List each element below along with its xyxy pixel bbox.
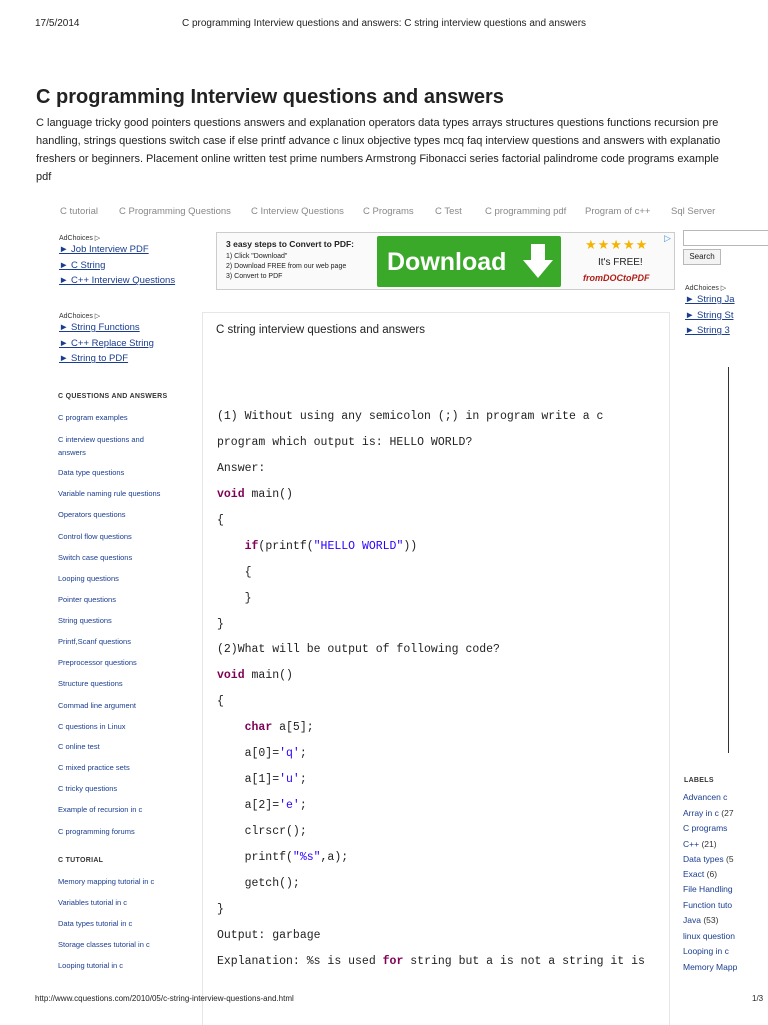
label-item[interactable]: [683, 915, 718, 925]
sidebar-link[interactable]: Memory mapping tutorial in c: [58, 877, 155, 886]
code-line: Answer:: [217, 462, 266, 475]
sidebar-link[interactable]: Example of recursion in c: [58, 805, 143, 814]
label-item[interactable]: [683, 808, 734, 818]
labels-heading: LABELS: [684, 777, 714, 784]
pdf-ad-banner[interactable]: [216, 232, 675, 290]
post-body: [202, 312, 670, 1025]
label-item[interactable]: [683, 884, 733, 894]
brand-logo: fromDOCtoPDF: [583, 273, 650, 283]
label-item[interactable]: [683, 900, 732, 910]
sidebar-link[interactable]: Looping tutorial in c: [58, 961, 124, 970]
sidebar-link[interactable]: C interview questions and: [58, 435, 144, 444]
code-line: }: [217, 592, 252, 605]
sidebar-link[interactable]: C program examples: [58, 413, 128, 422]
top-nav: [48, 202, 768, 222]
nav-c-interview-questions[interactable]: C Interview Questions: [251, 206, 344, 217]
print-title: C programming Interview questions and answers: C string interview questions and answers: [181, 18, 587, 29]
sidebar-link[interactable]: Preprocessor questions: [58, 658, 137, 667]
code-line: {: [217, 566, 252, 579]
sidebar-heading-tutorial: C TUTORIAL: [58, 857, 104, 864]
nav-c-test[interactable]: C Test: [435, 206, 462, 217]
label-link[interactable]: File Handling: [683, 884, 733, 894]
ad-link-job-interview-pdf[interactable]: ► Job Interview PDF: [59, 244, 149, 255]
page-number: 1/3: [752, 994, 764, 1003]
ad-link-string-3[interactable]: ► String 3: [685, 325, 730, 337]
left-ad-links-2: [59, 312, 154, 367]
code-line: (1) Without using any semicolon (;) in program write a c: [217, 410, 604, 423]
label-link[interactable]: Exact: [683, 869, 705, 879]
label-item[interactable]: [683, 931, 735, 941]
adchoices-label[interactable]: AdChoices ▷: [685, 285, 727, 292]
label-item[interactable]: [683, 823, 727, 833]
code-line: void main(): [217, 488, 293, 501]
label-item[interactable]: [683, 792, 727, 802]
right-ad-links: [685, 284, 735, 339]
ad-link-string-functions[interactable]: ► String Functions: [59, 322, 140, 333]
code-line: printf("%s",a);: [217, 851, 349, 864]
code-line: getch();: [217, 877, 300, 890]
sidebar-link[interactable]: Operators questions: [58, 510, 126, 519]
banner-step: 2) Download FREE from our web page: [226, 263, 347, 270]
sidebar-link[interactable]: Commad line argument: [58, 701, 136, 710]
code-line: }: [217, 903, 224, 916]
sidebar-link[interactable]: Structure questions: [58, 679, 123, 688]
code-line: if(printf("HELLO WORLD")): [244, 540, 418, 553]
sidebar-link[interactable]: answers: [58, 448, 86, 457]
nav-c-programs[interactable]: C Programs: [363, 206, 414, 217]
banner-step: 1) Click "Download": [226, 253, 288, 260]
label-link[interactable]: Advancen c: [683, 792, 728, 802]
label-item[interactable]: [683, 962, 737, 972]
description-line: handling, strings questions switch case if else printf advance c linux objective types mcq faq interview questions and answers with explanatio: [36, 135, 721, 147]
code-line: a[1]='u';: [217, 773, 307, 786]
rating-stars-icon: ★★★★★: [585, 237, 649, 252]
code-line: }: [217, 618, 224, 631]
ad-link-string-st[interactable]: ► String St: [685, 309, 734, 321]
post-title: C string interview questions and answers: [216, 324, 426, 336]
label-item[interactable]: [683, 839, 717, 849]
search-button[interactable]: Search: [683, 249, 721, 265]
sidebar-link[interactable]: C online test: [58, 742, 100, 751]
code-line: clrscr();: [217, 825, 307, 838]
label-link[interactable]: linux question: [683, 931, 735, 941]
label-count: (6): [706, 869, 718, 879]
adchoices-label[interactable]: AdChoices ▷: [59, 313, 101, 320]
label-item[interactable]: [683, 946, 729, 956]
sidebar-link[interactable]: C questions in Linux: [58, 722, 126, 731]
blog-description: [36, 114, 768, 186]
print-url: http://www.cquestions.com/2010/05/c-string-interview-questions-and.html: [35, 994, 294, 1003]
code-line: (2)What will be output of following code?: [217, 643, 500, 656]
label-link[interactable]: Data types: [683, 854, 724, 864]
label-link[interactable]: Java: [683, 915, 701, 925]
code-line: {: [217, 695, 224, 708]
nav-program-of-cpp[interactable]: Program of c++: [585, 206, 651, 217]
label-item[interactable]: [683, 869, 717, 879]
nav-sql-server[interactable]: Sql Server: [671, 206, 716, 217]
code-line: program which output is: HELLO WORLD?: [217, 436, 473, 449]
sidebar-link[interactable]: Switch case questions: [58, 553, 133, 562]
ad-link-c-string[interactable]: ► C String: [59, 259, 106, 271]
sidebar-link[interactable]: Pointer questions: [58, 595, 116, 604]
label-link[interactable]: C++: [683, 839, 700, 849]
code-line: void main(): [217, 669, 293, 682]
description-line: pdf: [36, 171, 52, 183]
sidebar-link[interactable]: Printf,Scanf questions: [58, 637, 131, 646]
description-line: C language tricky good pointers questions answers and explanation operators data types arrays structures questions functions recursion pre: [36, 117, 719, 129]
label-link[interactable]: C programs: [683, 823, 728, 833]
label-link[interactable]: Array in c: [683, 808, 719, 818]
code-line: {: [217, 514, 224, 527]
sidebar-link[interactable]: Control flow questions: [58, 532, 132, 541]
sidebar-link[interactable]: Storage classes tutorial in c: [58, 940, 150, 949]
description-line: freshers or beginners. Placement online written test prime numbers Armstrong Fibonacci series factorial palindrome code programs example: [36, 153, 719, 165]
left-ad-links-1: [59, 234, 175, 289]
sidebar-link[interactable]: Data types tutorial in c: [58, 919, 133, 928]
blog-title[interactable]: C programming Interview questions and answers: [36, 86, 504, 108]
ad-link-cpp-interview-questions[interactable]: ► C++ Interview Questions: [59, 275, 176, 287]
code-line: a[2]='e';: [217, 799, 307, 812]
label-link[interactable]: Looping in c: [683, 946, 729, 956]
label-link[interactable]: Memory Mapp: [683, 962, 738, 972]
download-button[interactable]: [377, 236, 561, 287]
ad-link-cpp-replace-string[interactable]: ► C++ Replace String: [59, 337, 154, 349]
label-link[interactable]: Function tuto: [683, 900, 733, 910]
code-line: Explanation: %s is used for string but a is not a string it is: [217, 955, 645, 968]
ad-link-string-ja[interactable]: ► String Ja: [685, 294, 735, 305]
adchoices-label[interactable]: AdChoices ▷: [59, 235, 101, 242]
nav-c-programming-pdf[interactable]: C programming pdf: [485, 206, 567, 217]
free-label: It's FREE!: [598, 257, 643, 268]
search-input[interactable]: [683, 230, 768, 246]
print-date: 17/5/2014: [35, 18, 80, 29]
divider: [728, 367, 729, 753]
label-count: (21): [701, 839, 717, 849]
sidebar-link[interactable]: C programming forums: [58, 827, 135, 836]
banner-title: 3 easy steps to Convert to PDF:: [226, 239, 355, 249]
label-item[interactable]: [683, 854, 734, 864]
nav-c-tutorial[interactable]: C tutorial: [60, 206, 99, 217]
sidebar-heading-questions: C QUESTIONS AND ANSWERS: [58, 393, 168, 400]
download-button-label: Download: [387, 248, 507, 276]
sidebar-link[interactable]: C mixed practice sets: [58, 763, 130, 772]
sidebar-link[interactable]: String questions: [58, 616, 112, 625]
download-arrow-icon: [523, 244, 553, 278]
sidebar-link[interactable]: Variable naming rule questions: [58, 489, 161, 498]
sidebar-link[interactable]: Data type questions: [58, 468, 125, 477]
ad-link-string-to-pdf[interactable]: ► String to PDF: [59, 353, 129, 365]
label-count: (27: [721, 808, 734, 818]
ad-info-icon[interactable]: ▷: [664, 233, 671, 243]
code-line: char a[5];: [244, 721, 314, 734]
sidebar-link[interactable]: Variables tutorial in c: [58, 898, 128, 907]
code-line: a[0]='q';: [217, 747, 307, 760]
nav-c-programming-questions[interactable]: C Programming Questions: [119, 206, 231, 217]
sidebar-link[interactable]: Looping questions: [58, 574, 119, 583]
banner-step: 3) Convert to PDF: [226, 273, 283, 280]
sidebar-link[interactable]: C tricky questions: [58, 784, 118, 793]
label-count: (5: [726, 854, 734, 864]
label-count: (53): [703, 915, 719, 925]
code-line: Output: garbage: [217, 929, 321, 942]
